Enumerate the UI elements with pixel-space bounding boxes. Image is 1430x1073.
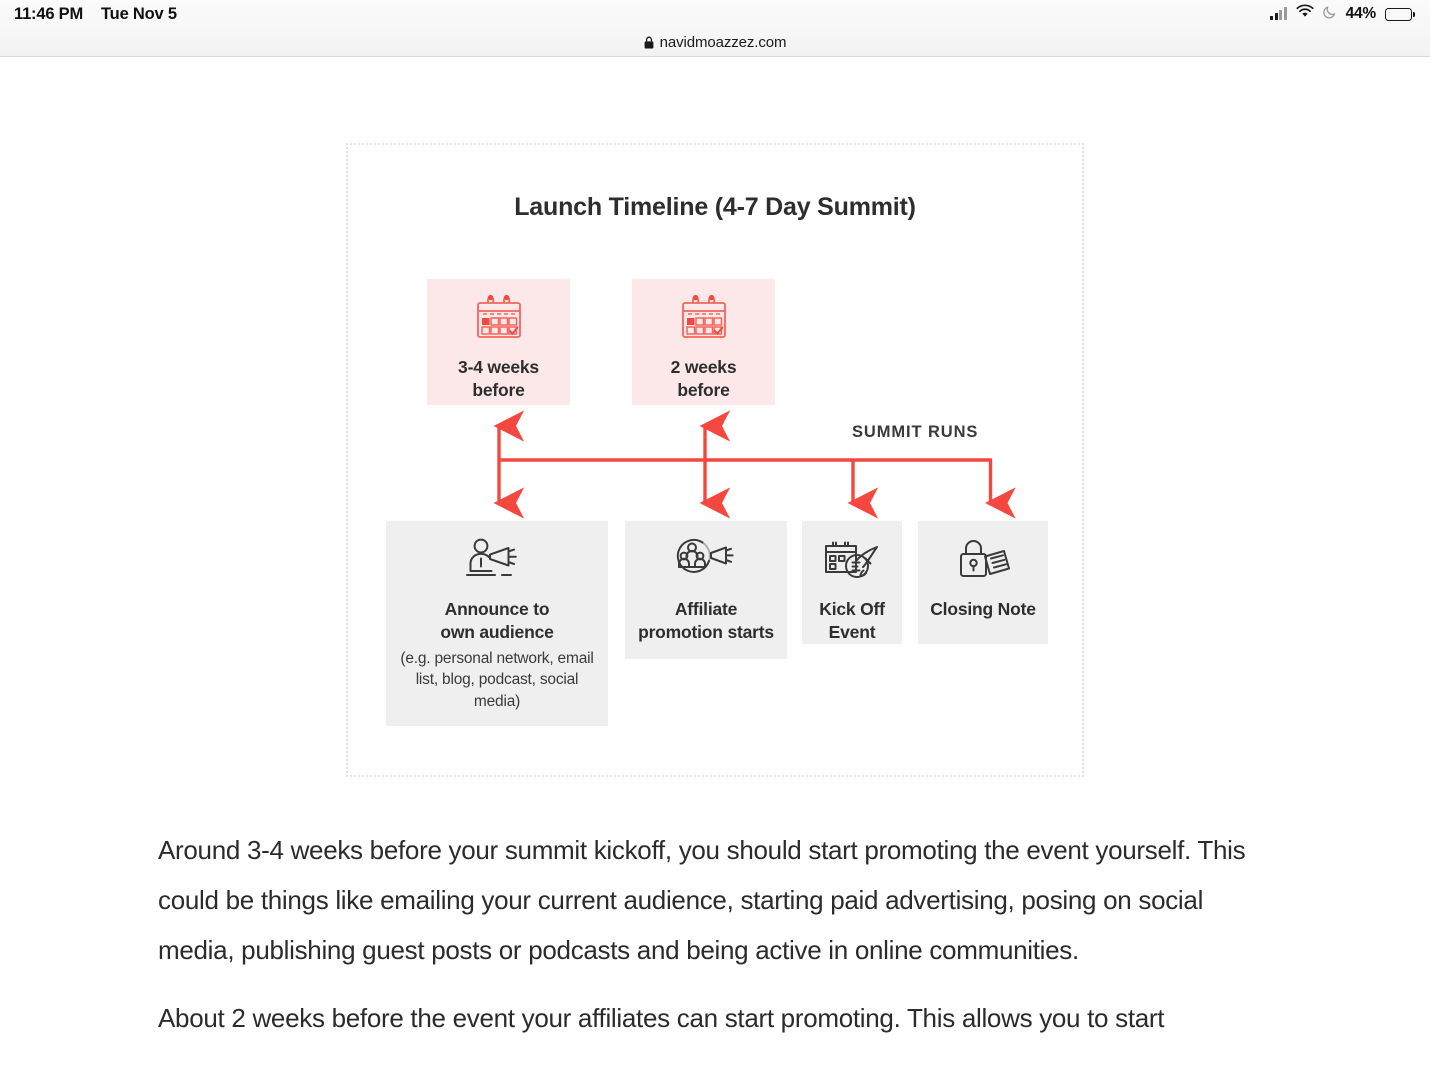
pink-card-label [671, 356, 737, 402]
gray-card-line1: Closing Note [930, 599, 1036, 619]
gray-card-label [819, 598, 885, 644]
timeline-node-kick-off-event [802, 521, 902, 644]
diagram-title: Launch Timeline (4-7 Day Summit) [514, 193, 916, 221]
timeline-node-affiliate-promotion-starts [625, 521, 787, 659]
calendar-alarm-icon [473, 293, 525, 348]
gray-card-line1: Announce to [444, 599, 550, 619]
web-page-content [0, 58, 1430, 1073]
ios-status-bar [0, 0, 1430, 28]
pink-card-label [458, 356, 539, 402]
timeline-node-3-4-weeks-before [427, 279, 570, 405]
gray-card-line2: own audience [440, 621, 554, 642]
timeline-node-closing-note [918, 521, 1048, 644]
status-bar-right [1270, 5, 1412, 24]
pink-card-line2: before [472, 379, 525, 400]
cellular-signal-icon [1270, 8, 1287, 20]
gray-card-sublabel: (e.g. personal network, email list, blog, podcast, social media) [400, 649, 594, 710]
calendar-alarm-icon [678, 293, 730, 348]
lock-icon [644, 36, 654, 49]
padlock-note-icon [954, 537, 1012, 590]
megaphone-person-icon [464, 537, 530, 590]
gray-card-line1: Kick Off [819, 599, 885, 619]
gray-card-label [638, 598, 774, 644]
gray-card-line2: promotion starts [638, 621, 774, 642]
status-bar-time: 11:46 PM [14, 4, 84, 23]
pink-card-line1: 3-4 weeks [458, 357, 539, 377]
battery-icon [1385, 8, 1412, 21]
timeline-node-announce-to-own-audience [386, 521, 608, 726]
summit-runs-label: SUMMIT RUNS [852, 423, 979, 441]
safari-address-bar[interactable] [0, 28, 1430, 57]
wifi-icon [1296, 5, 1314, 23]
article-paragraph-2: About 2 weeks before the event your affiliates can start promoting. This allows you to start [158, 1003, 1165, 1033]
launch-timeline-infographic [346, 143, 1084, 777]
gray-card-label [440, 598, 553, 644]
gray-card-line2: Event [828, 621, 876, 642]
article-paragraph-1: Around 3-4 weeks before your summit kickoff, you should start promoting the event yourself. This could be things like emailing your current audience, starting paid advertising, posing on social media, publishing guest posts or podcasts and being active in online communities. [158, 835, 1246, 965]
timeline-node-2-weeks-before [632, 279, 775, 405]
address-bar-content[interactable] [644, 34, 787, 51]
crescent-moon-icon [1323, 5, 1337, 24]
pink-card-line1: 2 weeks [670, 357, 737, 377]
status-bar-left [14, 5, 177, 24]
address-bar-url: navidmoazzez.com [659, 33, 787, 51]
article-body [158, 825, 1270, 1033]
calendar-rocket-icon [822, 537, 882, 590]
gray-card-line1: Affiliate [674, 599, 738, 619]
battery-percent-label: 44% [1345, 5, 1376, 22]
gray-card-label [930, 598, 1036, 621]
pink-card-line2: before [677, 379, 730, 400]
status-bar-date: Tue Nov 5 [101, 4, 177, 23]
audience-megaphone-icon [673, 537, 739, 590]
